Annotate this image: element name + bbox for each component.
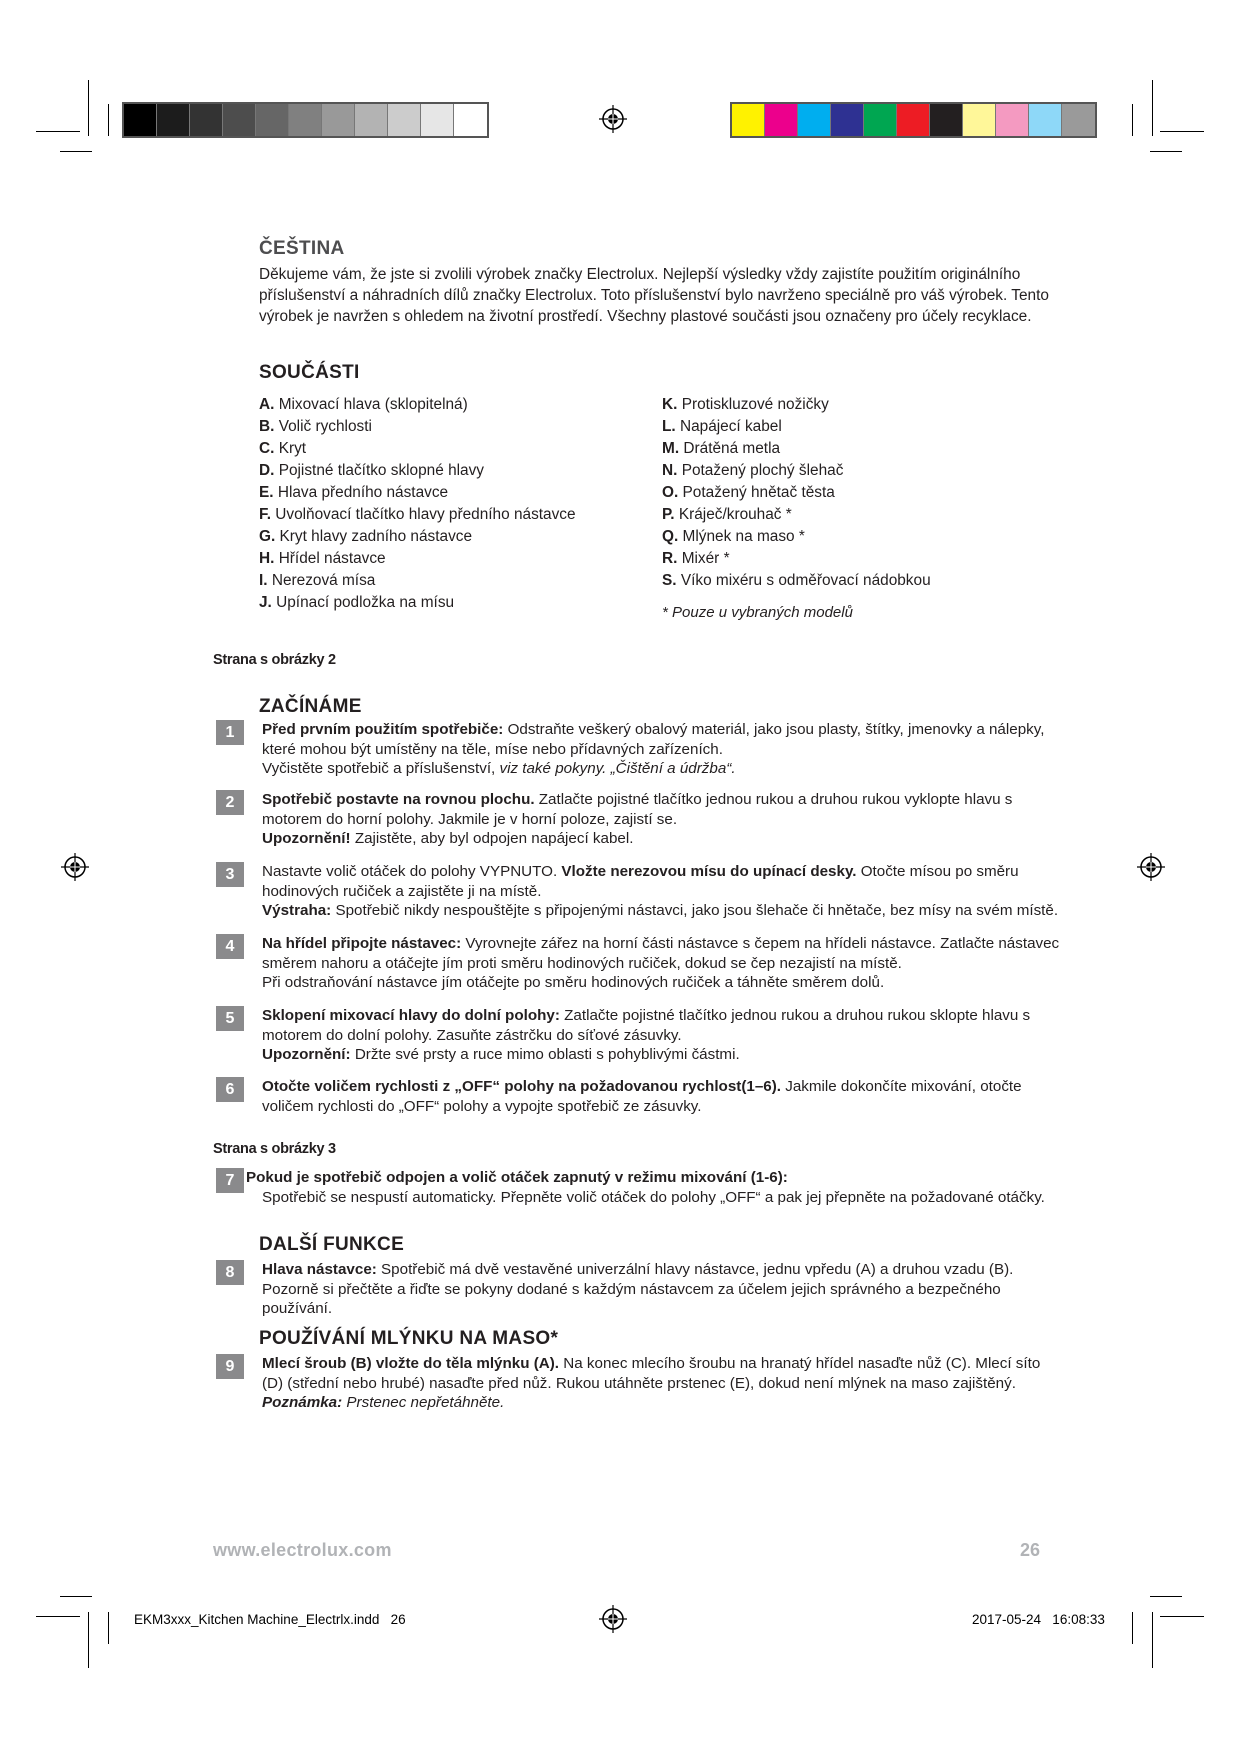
step-bold: Hlava nástavce:	[262, 1261, 377, 1278]
step-body: Jakmile dokončíte mixování, otočte voličem rychlosti do „OFF“ polohy a vypojte spotřebič ze zásuvky.	[262, 1078, 1022, 1115]
step-warning-label: Upozornění:	[262, 1046, 351, 1063]
component-item	[662, 504, 1052, 526]
models-note: * Pouze u vybraných modelů	[662, 604, 853, 621]
component-letter: R.	[662, 550, 678, 567]
step-body-italic: viz také pokyny. „Čištění a údržba“.	[499, 760, 736, 777]
step-text	[262, 1006, 1062, 1065]
step-text	[262, 720, 1062, 779]
crop-mark	[60, 1596, 92, 1597]
component-label: Mixovací hlava (sklopitelná)	[278, 396, 468, 413]
component-label: Kryt	[278, 440, 307, 457]
component-label: Pojistné tlačítko sklopné hlavy	[278, 462, 485, 479]
step-number: 3	[216, 862, 244, 887]
registration-mark-icon	[598, 104, 628, 134]
color-swatch	[124, 104, 157, 136]
slug-file-name: EKM3xxx_Kitchen Machine_Electrlx.indd 26	[134, 1612, 406, 1627]
component-label: Napájecí kabel	[679, 418, 782, 435]
color-swatch	[256, 104, 289, 136]
color-swatch	[996, 104, 1029, 136]
color-swatch	[157, 104, 190, 136]
page-number: 26	[1020, 1540, 1041, 1560]
color-swatch	[798, 104, 831, 136]
component-label: Kryt hlavy zadního nástavce	[279, 528, 473, 545]
step-text	[262, 862, 1062, 921]
component-label: Protiskluzové nožičky	[681, 396, 829, 413]
step-4	[216, 934, 1060, 998]
step-note-label: Poznámka:	[262, 1394, 343, 1411]
step-bold: Otočte voličem rychlosti z „OFF“ polohy na požadovanou rychlost(1–6).	[262, 1078, 781, 1095]
step-number: 2	[216, 790, 244, 815]
component-item	[259, 460, 649, 482]
crop-mark	[88, 1612, 89, 1668]
step-number: 7	[216, 1168, 244, 1193]
registration-mark-icon	[598, 1604, 628, 1634]
color-swatch	[930, 104, 963, 136]
component-label: Upínací podložka na mísu	[276, 594, 455, 611]
component-letter: D.	[259, 462, 275, 479]
getting-started-heading: ZAČÍNÁME	[259, 696, 362, 717]
component-item	[259, 504, 649, 526]
color-swatch	[289, 104, 322, 136]
step-bold: Před prvním použitím spotřebiče:	[262, 721, 504, 738]
grayscale-color-bar	[122, 102, 489, 138]
step-text	[262, 1260, 1062, 1319]
step-number: 1	[216, 720, 244, 745]
more-features-heading: DALŠÍ FUNKCE	[259, 1234, 405, 1255]
step-warning: Spotřebič nikdy nespouštějte s připojenými nástavci, jako jsou šlehače či hnětače, bez mísy na svém místě.	[331, 902, 1059, 919]
registration-mark-icon	[60, 852, 90, 882]
component-label: Volič rychlosti	[278, 418, 372, 435]
step-body: Vyrovnejte zářez na horní části nástavce s čepem na hřídeli nástavce. Zatlačte nástavec směrem nahoru a otáčejte jím proti směru hodinových ručiček, dokud se čep nezajistí na místě.	[262, 935, 1060, 972]
component-letter: N.	[662, 462, 678, 479]
color-swatch	[963, 104, 996, 136]
step-number: 8	[216, 1260, 244, 1285]
step-warning: Držte své prsty a ruce mimo oblasti s pohyblivými částmi.	[350, 1046, 740, 1063]
component-label: Drátěná metla	[683, 440, 781, 457]
component-item	[662, 526, 1052, 548]
step-text	[262, 1077, 1062, 1116]
color-swatch	[355, 104, 388, 136]
components-list-right	[662, 394, 1052, 592]
step-warning-label: Upozornění!	[262, 830, 351, 847]
component-letter: P.	[662, 506, 675, 523]
step-8	[216, 1260, 1056, 1317]
component-item	[259, 526, 649, 548]
crop-mark	[1150, 1596, 1182, 1597]
figures-page-label: Strana s obrázky 3	[213, 1141, 336, 1157]
step-5	[216, 1006, 1056, 1070]
component-letter: E.	[259, 484, 274, 501]
crop-mark	[1152, 80, 1153, 136]
color-swatch	[190, 104, 223, 136]
component-letter: G.	[259, 528, 276, 545]
step-number: 6	[216, 1077, 244, 1102]
color-swatch	[732, 104, 765, 136]
component-item	[259, 438, 649, 460]
crop-mark	[36, 131, 80, 132]
component-item	[662, 416, 1052, 438]
step-3	[216, 862, 1059, 926]
component-letter: K.	[662, 396, 678, 413]
step-7	[216, 1168, 1056, 1212]
step-bold: Na hřídel připojte nástavec:	[262, 935, 462, 952]
crop-mark	[1150, 151, 1182, 152]
component-label: Hřídel nástavce	[278, 550, 386, 567]
step-warning: Zajistěte, aby byl odpojen napájecí kabel.	[350, 830, 634, 847]
component-letter: I.	[259, 572, 268, 589]
footer-url: www.electrolux.com	[213, 1540, 392, 1560]
meat-grinder-heading: POUŽÍVÁNÍ MLÝNKU NA MASO*	[259, 1328, 559, 1349]
step-body: Při odstraňování nástavce jím otáčejte po směru hodinových ručiček a táhněte směrem dolů.	[262, 974, 885, 991]
component-letter: H.	[259, 550, 275, 567]
step-1	[216, 720, 1056, 784]
component-item	[259, 548, 649, 570]
step-bold: Sklopení mixovací hlavy do dolní polohy:	[262, 1007, 560, 1024]
component-label: Hlava předního nástavce	[277, 484, 449, 501]
component-letter: L.	[662, 418, 676, 435]
step-body: Zatlačte pojistné tlačítko jednou rukou a druhou rukou sklopte hlavu s motorem do dolní polohy. Zasuňte zástrčku do síťové zásuvky.	[262, 1007, 1031, 1044]
process-color-bar	[730, 102, 1097, 138]
component-letter: S.	[662, 572, 677, 589]
intro-paragraph: Děkujeme vám, že jste si zvolili výrobek značky Electrolux. Nejlepší výsledky vždy zajistíte použitím originálního příslušenství a náhradních dílů značky Electrolux. Toto příslušenství bylo navrženo speciálně pro váš výrobek. Tento výrobek je navržen s ohledem na životní prostředí. Všechny plastové součásti jsou označeny pro účely recyklace.	[259, 266, 1049, 325]
components-list-left	[259, 394, 649, 614]
crop-mark	[108, 1612, 109, 1644]
component-label: Kráječ/krouhač *	[678, 506, 792, 523]
color-swatch	[897, 104, 930, 136]
step-body: Na konec mlecího šroubu na hranatý hřídel nasaďte nůž (C). Mlecí síto (D) (střední nebo hrubé) nasaďte před nůž. Rukou utáhněte prstenec (E), dokud není mlýnek na maso zajištěný.	[262, 1355, 1041, 1392]
slug-date: 2017-05-24 16:08:33	[972, 1612, 1105, 1627]
component-label: Potažený plochý šlehač	[681, 462, 844, 479]
figures-page-label: Strana s obrázky 2	[213, 652, 336, 668]
crop-mark	[88, 80, 89, 136]
component-letter: F.	[259, 506, 271, 523]
component-letter: J.	[259, 594, 272, 611]
component-item	[259, 394, 649, 416]
component-letter: O.	[662, 484, 679, 501]
component-label: Uvolňovací tlačítko hlavy předního nástavce	[275, 506, 576, 523]
step-text	[246, 1168, 1066, 1207]
color-swatch	[454, 104, 487, 136]
color-swatch	[322, 104, 355, 136]
step-body: Vyčistěte spotřebič a příslušenství,	[262, 760, 500, 777]
component-letter: C.	[259, 440, 275, 457]
step-text	[262, 1354, 1062, 1413]
component-item	[259, 570, 649, 592]
step-number: 5	[216, 1006, 244, 1031]
step-body: Spotřebič má dvě vestavěné univerzální hlavy nástavce, jednu vpředu (A) a druhou vzadu (B). Pozorně si přečtěte a řiďte se pokyny dodané s každým nástavcem za účelem jejich správného a bezpečného používání.	[262, 1261, 1014, 1317]
component-item	[662, 394, 1052, 416]
color-swatch	[421, 104, 454, 136]
component-label: Mlýnek na maso *	[682, 528, 805, 545]
crop-mark	[36, 1616, 80, 1617]
color-swatch	[765, 104, 798, 136]
color-swatch	[831, 104, 864, 136]
component-letter: B.	[259, 418, 275, 435]
component-item	[662, 438, 1052, 460]
component-item	[662, 570, 1052, 592]
step-body: Odstraňte veškerý obalový materiál, jako jsou plasty, štítky, jmenovky a nálepky, které mohou být umístěny na těle, míse nebo přídavných zařízeních.	[262, 721, 1045, 758]
component-item	[662, 548, 1052, 570]
step-bold: Mlecí šroub (B) vložte do těla mlýnku (A).	[262, 1355, 560, 1372]
component-item	[662, 482, 1052, 504]
crop-mark	[1132, 104, 1133, 136]
step-number: 4	[216, 934, 244, 959]
step-note: Prstenec nepřetáhněte.	[342, 1394, 505, 1411]
crop-mark	[1160, 1616, 1204, 1617]
language-heading: ČEŠTINA	[259, 238, 345, 259]
crop-mark	[60, 151, 92, 152]
step-bold: Vložte nerezovou mísu do upínací desky.	[561, 863, 857, 880]
crop-mark	[1132, 1612, 1133, 1644]
component-label: Víko mixéru s odměřovací nádobkou	[680, 572, 931, 589]
component-label: Nerezová mísa	[271, 572, 376, 589]
color-swatch	[864, 104, 897, 136]
component-item	[259, 482, 649, 504]
step-number: 9	[216, 1354, 244, 1379]
color-swatch	[1062, 104, 1095, 136]
step-2	[216, 790, 1056, 854]
color-swatch	[388, 104, 421, 136]
step-bold: Spotřebič postavte na rovnou plochu.	[262, 791, 535, 808]
component-item	[259, 416, 649, 438]
step-text	[262, 934, 1062, 993]
color-swatch	[223, 104, 256, 136]
step-body: Otočte mísou po směru hodinových ručiček a zajistěte ji na místě.	[262, 863, 1019, 900]
component-letter: A.	[259, 396, 275, 413]
component-letter: Q.	[662, 528, 679, 545]
step-warning-label: Výstraha:	[262, 902, 332, 919]
step-text	[262, 790, 1062, 849]
color-swatch	[1029, 104, 1062, 136]
step-bold: Pokud je spotřebič odpojen a volič otáček zapnutý v režimu mixování (1-6):	[246, 1169, 788, 1186]
step-6	[216, 1077, 1056, 1121]
components-heading: SOUČÁSTI	[259, 362, 360, 383]
component-item	[259, 592, 649, 614]
crop-mark	[1160, 131, 1204, 132]
step-body: Zatlačte pojistné tlačítko jednou rukou a druhou rukou vyklopte hlavu s motorem do horní polohy. Jakmile je v horní poloze, zajistí se.	[262, 791, 1013, 828]
component-label: Mixér *	[681, 550, 730, 567]
step-9	[216, 1354, 1056, 1438]
step-body: Nastavte volič otáček do polohy VYPNUTO.	[262, 863, 562, 880]
component-label: Potažený hnětač těsta	[682, 484, 835, 501]
component-item	[662, 460, 1052, 482]
step-body: Spotřebič se nespustí automaticky. Přepněte volič otáček do polohy „OFF“ a pak jej přepněte na požadované otáčky.	[262, 1188, 1045, 1206]
registration-mark-icon	[1136, 852, 1166, 882]
component-letter: M.	[662, 440, 680, 457]
crop-mark	[108, 104, 109, 136]
crop-mark	[1152, 1612, 1153, 1668]
